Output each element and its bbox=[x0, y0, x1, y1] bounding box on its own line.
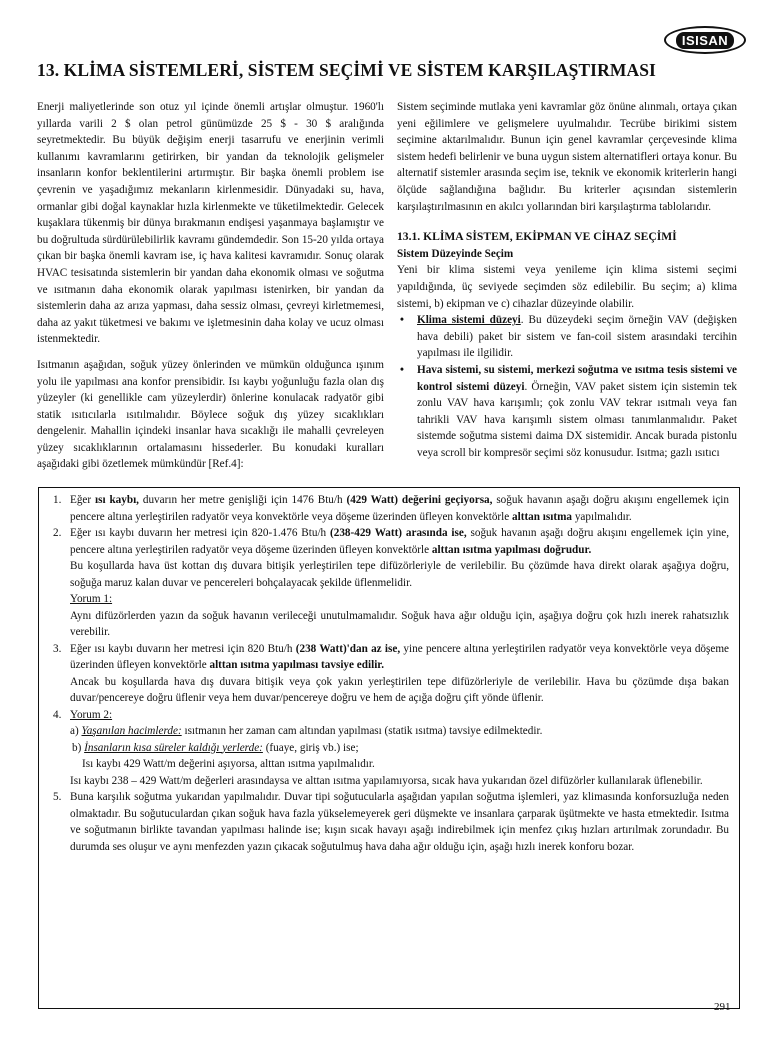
bullet-item-2: • Hava sistemi, su sistemi, merkezi soğutma ve ısıtma tesis sistemi ve kontrol sistemi düzeyi. Örneğin, VAV paket sistem için sistemin tek zonlu VAV hava karışımlı; çok zonlu VAV tekrar ısıtmalı veya fan tahrikli VAV hava karışımlı sistem olması tanımlanmalıdır. Paket sistemde soğutma sistemi daima DX sistemidir. Ancak burada pistonlu veya scroll bir kompresör seçimi söz konusudur. Isıtma; gazlı ısıtıcı bbox=[397, 362, 737, 462]
comment-1-label: Yorum 1: bbox=[70, 593, 113, 605]
comment-1-text: Aynı difüzörlerden yazın da soğuk havanın verileceği unutulmamalıdır. Soğuk hava ağır olduğu için, aşağıya doğru çok hızlı inerek rahatsızlık verebilir. bbox=[70, 609, 729, 638]
rule-item-2-note: Bu koşullarda hava üst kottan dış duvara bitişik yerleştirilen tepe difüzörleriyle de verilebilir. Bu çözümde hava direkt olarak aşağıya doğru, soğuğa maruz kalan duvar ve pencereleri bohçalayacak şekilde üflenmelidir. bbox=[70, 560, 729, 589]
rule-item-3-note: Ancak bu koşullarda hava dış duvara bitişik veya çok yakın yerleştirilen tepe difüzörleriyle de verilebilir. Hava bu çözümde dışa bakan duvar/pencereye doğru üflenir veya hem duvar/pencereye doğru ve hem de açığa doğru çift yönde üflenir. bbox=[70, 675, 729, 704]
comment-2-a: a) Yaşanılan hacimlerde: ısıtmanın her zaman cam altından yapılması (statik ısıtma) tavsiye edilmektedir. bbox=[70, 725, 543, 737]
page-number: 291 bbox=[714, 1001, 731, 1013]
left-paragraph-2: Isıtmanın aşağıdan, soğuk yüzey önlerinden ve mümkün olduğunca ışınım yolu ile yapılması ana konfor prensibidir. Isı kaybı yoğunluğu fazla olan dış yüzeyler (ki genellikle cam yüzeylerdir) önlerine konulacak radyatör gibi statik ısıtıcılarla ısıtılmalıdır. Böylece soğuk dış yüzey sıcaklıkları dengelenir. Mahallin içindeki insanlar hava sıcaklığı ile mahalli çevreleyen yüzey sıcaklıklarının ortalamasını hissederler. Bu konudaki kuralları aşağıdaki gibi özetlemek mümkündür [Ref.4]: bbox=[37, 358, 384, 471]
right-paragraph-1: Sistem seçiminde mutlaka yeni kavramlar göz önüne alınmalı, ortaya çıkan yeni eğilimlere ve gelişmelere uyulmalıdır. Tecrübe birikimi sistem seçimine aktarılmalıdır. Bunun için genel kavramlar çerçevesinde klima sistem hedefi belirlenir ve buna uygun sistem alternatifleri ortaya konur. Bu alternatif sistemler arasında seçim ise, teknik ve ekonomik kriterlerin hangi ölçüde sağlandığına bağlıdır. Bu kriterler açısından sistemlerin karşılaştırılmasının en akılcı yollarından biri karşılaştırma tablolarıdır. bbox=[397, 101, 737, 213]
rule-item-1: 1. Eğer ısı kaybı, duvarın her metre genişliği için 1476 Btu/h (429 Watt) değerini geçiyorsa, soğuk havanın aşağı doğru akışını engellemek için pencere altına yerleştirilen radyatör veya konvektörle veya döşeme üzerinden üfleyen konvektörle alttan ısıtma yapılmalıdır. bbox=[53, 494, 729, 523]
bullet-item-1: • Klima sistemi düzeyi. Bu düzeydeki seçim örneğin VAV (değişken hava debili) paket bir sistem ve fan-coil sistem arasındaki tercihin yapılması ile ilgilidir. bbox=[397, 312, 737, 362]
left-column bbox=[37, 99, 384, 482]
page-title: 13. KLİMA SİSTEMLERİ, SİSTEM SEÇİMİ VE SİSTEM KARŞILAŞTIRMASI bbox=[37, 60, 656, 80]
right-paragraph-2: Yeni bir klima sistemi veya yenileme için klima sistemi seçimi yapıldığında, üç seviyede seçimden söz edilebilir. Bu seçim; a) klima sistemi, b) ekipman ve c) cihazlar düzeyinde olabilir. bbox=[397, 264, 737, 310]
rule-item-5: 5. Buna karşılık soğutma yukarıdan yapılmalıdır. Duvar tipi soğutucularla aşağıdan yapılan soğutma işlemleri, yaz klimasında konforsuzluğa neden olmaktadır. Bu soğutuculardan çıkan soğuk hava fazla yükselemeyerek geri düşmekte ve insanlara çarparak üşütmekte ve hasta etmektedir. Isıtma ve soğutmanın birlikte tavandan yapılması halinde ise; kışın sıcak havayı aşağı indirebilmek için menfez çıkış hızları artırılmak zorundadır. Bu durumda ses oluşur ve aynı menfezden yazın çıkacak soğutulmuş hava daha ağır olduğu için, aşağı hızlı inerek konforu bozar. bbox=[53, 791, 729, 853]
rule-item-4: 4. Yorum 2: bbox=[53, 708, 113, 721]
rule-item-2: 2. Eğer ısı kaybı duvarın her metresi için 820-1.476 Btu/h (238-429 Watt) arasında ise, soğuk havanın aşağı doğru akışını engellemek için yine, pencere altına yerleştirilen radyatör veya döşeme üzerinden üfleyen konvektörle alttan ısıtma yapılması doğrudur. bbox=[53, 527, 729, 556]
section-heading: 13.1. KLİMA SİSTEM, EKİPMAN VE CİHAZ SEÇİMİ bbox=[397, 230, 677, 244]
rules-box bbox=[38, 487, 740, 1009]
comment-2-d: Isı kaybı 238 – 429 Watt/m değerleri arasındaysa ve alttan ısıtma yapılamıyorsa, sıcak hava yukarıdan özel difüzörler kullanılarak üflenebilir. bbox=[70, 774, 703, 787]
comment-2-b: b) İnsanların kısa süreler kaldığı yerlerde: (fuaye, giriş vb.) ise; bbox=[72, 741, 359, 754]
subsection-heading: Sistem Düzeyinde Seçim bbox=[397, 247, 514, 260]
isisan-logo: ISISAN bbox=[664, 26, 746, 54]
comment-2-c: Isı kaybı 429 Watt/m değerini aşıyorsa, alttan ısıtma yapılmalıdır. bbox=[82, 758, 375, 770]
right-column bbox=[397, 99, 737, 461]
rule-item-3: 3. Eğer ısı kaybı duvarın her metresi için 820 Btu/h (238 Watt)'dan az ise, yine pencere altına yerleştirilen radyatör veya konvektörle veya döşeme üzerinden üfleyen konvektörle alttan ısıtma yapılması tavsiye edilir. bbox=[53, 642, 730, 671]
left-paragraph-1: Enerji maliyetlerinde son otuz yıl içinde önemli artışlar olmuştur. 1960'lı yıllarda varili 2 $ olan petrol günümüzde 25 $ - 30 $ aralığında seyretmektedir. Bu büyük değişim enerji tasarrufu ve enerjinin verimli kullanımı kavramlarını getirirken, bir yandan da teknolojik gelişmeler insanların konfor beklentilerini artırmıştır. Bir başka önemli problem ise çevrenin ve yaşadığımız mekanların kirlenmesidir. Dünyadaki su, hava, ormanlar gibi doğal kaynaklar hızla kirlenmekte ve tüketilmektedir. Gelecek kuşaklara tükenmiş bir dünya bırakmanın endişesi yaşanmaya başlamıştır ve bu doğrultuda sürdürülebilirlik kavramı gündemdedir. Son 15-20 yılda ortaya çıkan bir başka önemli kavram ise, iç hava kalitesi kavramıdır. Sonuç olarak HVAC tesisatında sistemlerin bir yandan daha ekonomik olması ve soğutma ve ısıtmanın daha ekonomik olarak yapılması istenirken, bir yandan da sistemlerin daha az arıza yapması, daha sessiz olması, çevreyi kirletmemesi, daha az yakıt tüketmesi ve bakımı ve işletmesinin daha kolay ve ucuz olması istenmektedir. bbox=[37, 101, 384, 346]
